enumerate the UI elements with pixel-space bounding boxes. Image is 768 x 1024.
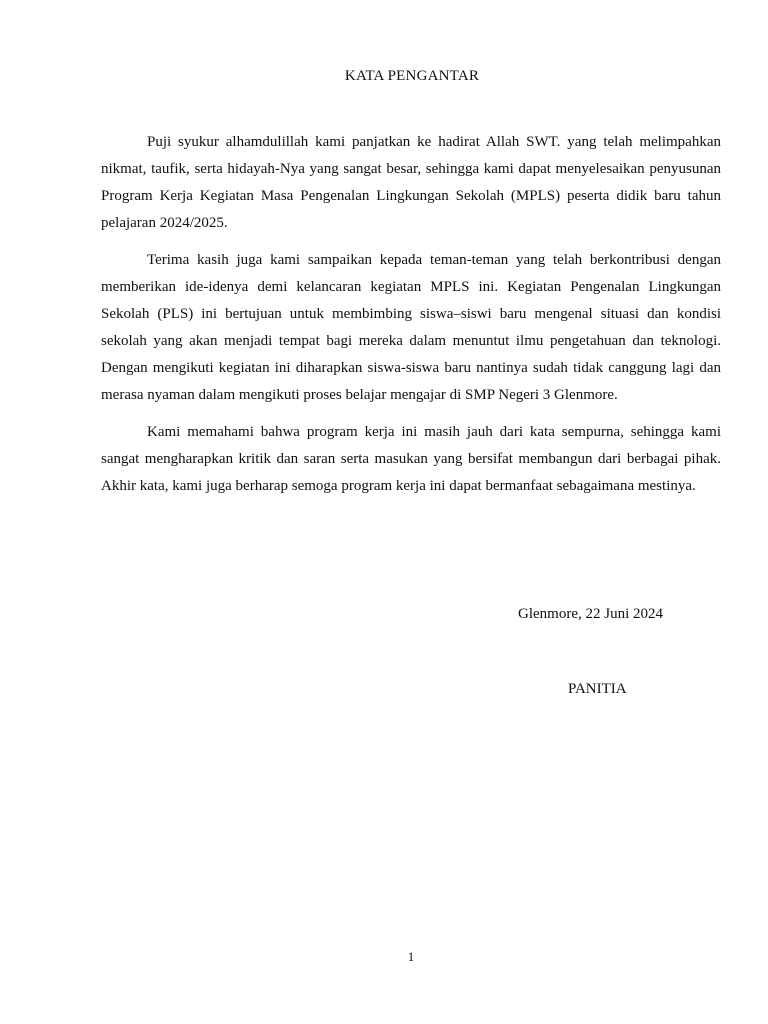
document-body [101,129,721,510]
page-title: KATA PENGANTAR [344,68,480,84]
paragraph-3: Kami memahami bahwa program kerja ini masih jauh dari kata sempurna, sehingga kami sangat mengharapkan kritik dan saran serta masukan yang bersifat membangun dari berbagai pihak. Akhir kata, kami juga berharap semoga program kerja ini dapat bermanfaat sebagaimana mestinya. [101,424,721,494]
signer: PANITIA [568,681,627,697]
place-date: Glenmore, 22 Juni 2024 [518,606,663,622]
paragraph-2: Terima kasih juga kami sampaikan kepada teman-teman yang telah berkontribusi dengan memberikan ide-idenya demi kelancaran kegiatan MPLS ini. Kegiatan Pengenalan Lingkungan Sekolah (PLS) ini bertujuan untuk membimbing siswa–siswi baru mengenal situasi dan kondisi sekolah yang akan menjadi tempat bagi mereka dalam menuntut ilmu pengetahuan dan teknologi. Dengan mengikuti kegiatan ini diharapkan siswa-siswa baru nantinya sudah tidak canggung lagi dan merasa nyaman dalam mengikuti proses belajar mengajar di SMP Negeri 3 Glenmore. [101,252,721,403]
paragraph-1: Puji syukur alhamdulillah kami panjatkan ke hadirat Allah SWT. yang telah melimpahkan nikmat, taufik, serta hidayah-Nya yang sangat besar, sehingga kami dapat menyelesaikan penyusunan Program Kerja Kegiatan Masa Pengenalan Lingkungan Sekolah (MPLS) peserta didik baru tahun pelajaran 2024/2025. [101,134,721,231]
page-number: 1 [407,949,415,964]
